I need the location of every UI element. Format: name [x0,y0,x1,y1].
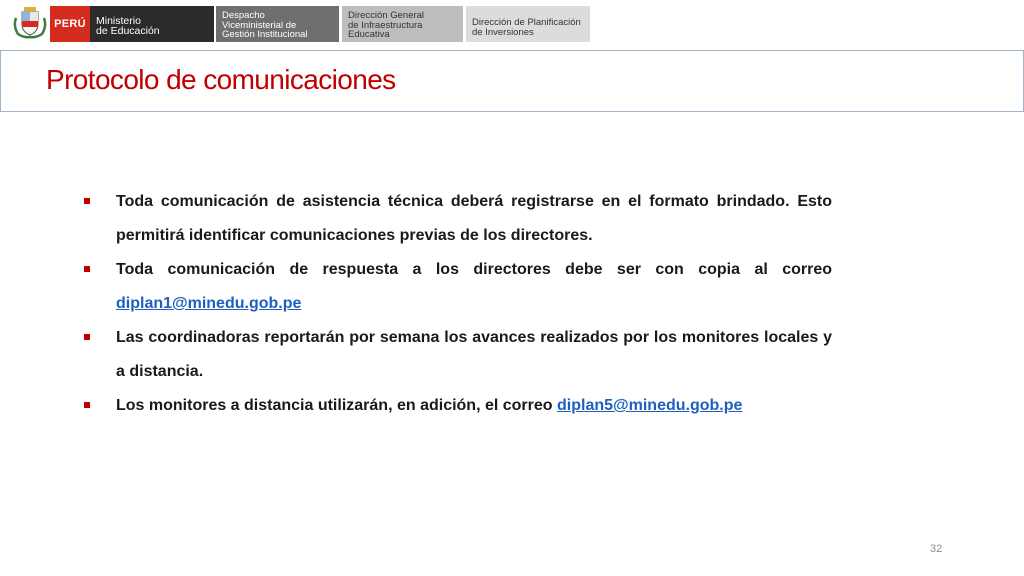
email-link-diplan1[interactable]: diplan1@minedu.gob.pe [116,295,302,312]
square-bullet-icon [84,266,90,272]
bullet-text: Los monitores a distancia utilizarán, en adición, el correo [116,397,553,414]
dipi-label: Dirección de Planificación de Inversiones [466,6,590,42]
email-link-diplan5[interactable]: diplan5@minedu.gob.pe [557,397,743,414]
bullet-text: Toda comunicación de respuesta a los directores debe ser con copia al correo [116,261,832,278]
peru-coat-of-arms-icon [12,4,48,40]
digie-label: Dirección General de Infraestructura Educativa [342,6,463,42]
page-number: 32 [930,543,943,555]
slide-title: Protocolo de comunicaciones [46,64,396,95]
bullet-text: Las coordinadoras reportarán por semana los avances realizados por los monitores locales y a distancia. [116,329,832,380]
despacho-label: Despacho Viceministerial de Gestión Institucional [216,6,339,42]
square-bullet-icon [84,198,90,204]
bullet-item [82,253,832,321]
bullet-text: Toda comunicación de asistencia técnica deberá registrarse en el formato brindado. Esto permitirá identificar comunicaciones previas de los directores. [116,193,832,244]
square-bullet-icon [84,402,90,408]
peru-brand-label: PERÚ [50,6,90,42]
square-bullet-icon [84,334,90,340]
bullet-item [82,321,832,389]
institution-header [0,0,1024,44]
bullet-item [82,185,832,253]
bullet-item [82,389,832,423]
ministry-label: Ministerio de Educación [90,6,214,42]
bullet-list [82,185,832,423]
